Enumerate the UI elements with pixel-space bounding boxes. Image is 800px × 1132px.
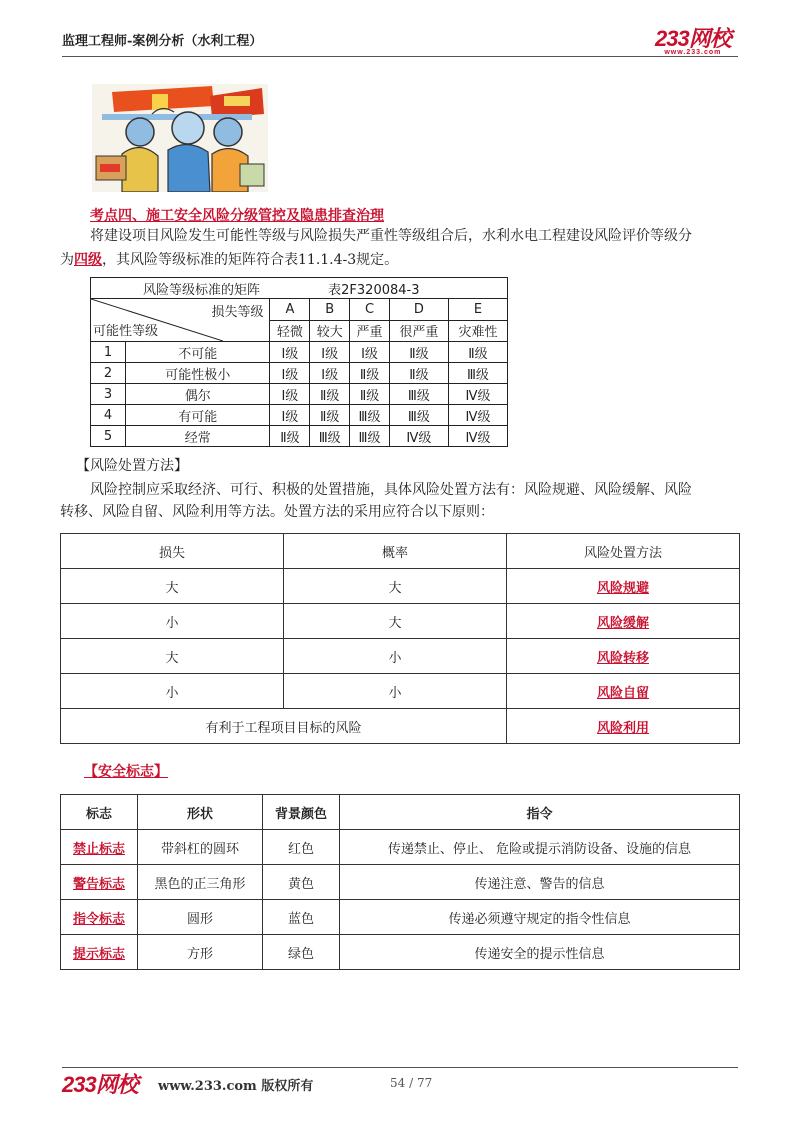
table-row bbox=[61, 830, 740, 865]
matrix-cell: Ⅲ级 bbox=[310, 426, 350, 447]
table-row bbox=[91, 363, 508, 384]
color-cell: 绿色 bbox=[263, 935, 340, 970]
table-row bbox=[61, 865, 740, 900]
row-probability-name: 有可能 bbox=[126, 405, 270, 426]
probability-cell: 小 bbox=[284, 639, 507, 674]
col-name: 较大 bbox=[310, 320, 350, 342]
section-heading: 考点四、施工安全风险分级管控及隐患排查治理 bbox=[90, 208, 384, 224]
row-number: 4 bbox=[91, 405, 126, 426]
shopping-crowd-illustration bbox=[92, 84, 268, 192]
instruction-cell: 传递禁止、停止、 危险或提示消防设备、设施的信息 bbox=[340, 830, 740, 865]
table-row bbox=[91, 342, 508, 363]
matrix-cell: Ⅱ级 bbox=[350, 384, 390, 405]
handling-paragraph-line2: 转移、风险自留、风险利用等方法。处置方法的采用应符合以下原则： bbox=[60, 504, 494, 520]
matrix-cell: Ⅰ级 bbox=[270, 363, 310, 384]
document-header-title: 监理工程师-案例分析（水利工程） bbox=[62, 34, 263, 49]
safety-signs-table bbox=[60, 794, 740, 970]
column-header-instruction: 指令 bbox=[340, 795, 740, 830]
probability-cell: 大 bbox=[284, 604, 507, 639]
brand-logo-url: www.233.com bbox=[664, 49, 722, 56]
col-name: 轻微 bbox=[270, 320, 310, 342]
risk-level-matrix-table bbox=[90, 277, 508, 447]
instruction-cell: 传递安全的提示性信息 bbox=[340, 935, 740, 970]
row-number: 1 bbox=[91, 342, 126, 363]
shape-cell: 方形 bbox=[138, 935, 263, 970]
handling-heading: 【风险处置方法】 bbox=[76, 458, 188, 474]
probability-cell: 大 bbox=[284, 569, 507, 604]
loss-cell: 大 bbox=[61, 569, 284, 604]
matrix-cell: Ⅱ级 bbox=[389, 342, 448, 363]
footer-rule bbox=[62, 1067, 738, 1068]
loss-cell: 小 bbox=[61, 604, 284, 639]
method-link[interactable]: 风险利用 bbox=[596, 720, 649, 736]
loss-cell: 小 bbox=[61, 674, 284, 709]
handling-paragraph-line1: 风险控制应采取经济、可行、积极的处置措施，具体风险处置方法有：风险规避、风险缓解、风险 bbox=[90, 482, 692, 498]
sign-name-link[interactable]: 指令标志 bbox=[72, 911, 125, 927]
matrix-cell: Ⅱ级 bbox=[350, 363, 390, 384]
matrix-cell: Ⅲ级 bbox=[350, 405, 390, 426]
matrix-cell: Ⅱ级 bbox=[448, 342, 507, 363]
color-cell: 红色 bbox=[263, 830, 340, 865]
brand-logo-text: 233网校 bbox=[655, 26, 731, 51]
table-row bbox=[61, 674, 740, 709]
column-header-bg-color: 背景颜色 bbox=[263, 795, 340, 830]
table-row bbox=[61, 900, 740, 935]
matrix-cell: Ⅰ级 bbox=[310, 363, 350, 384]
matrix-table-number: 表2F320084-3 bbox=[328, 282, 420, 298]
column-header-shape: 形状 bbox=[138, 795, 263, 830]
table-row bbox=[91, 384, 508, 405]
col-name: 很严重 bbox=[389, 320, 448, 342]
row-probability-name: 偶尔 bbox=[126, 384, 270, 405]
table-row bbox=[61, 604, 740, 639]
loss-cell: 大 bbox=[61, 639, 284, 674]
matrix-cell: Ⅳ级 bbox=[448, 405, 507, 426]
row-number: 5 bbox=[91, 426, 126, 447]
matrix-cell: Ⅰ级 bbox=[270, 342, 310, 363]
header-rule bbox=[62, 56, 738, 57]
matrix-cell: Ⅲ级 bbox=[350, 426, 390, 447]
matrix-cell: Ⅳ级 bbox=[448, 384, 507, 405]
probability-cell: 小 bbox=[284, 674, 507, 709]
matrix-cell: Ⅱ级 bbox=[310, 384, 350, 405]
matrix-cell: Ⅳ级 bbox=[389, 426, 448, 447]
col-name: 灾难性 bbox=[448, 320, 507, 342]
brand-logo bbox=[655, 22, 731, 56]
shape-cell: 带斜杠的圆环 bbox=[138, 830, 263, 865]
intro-paragraph-line1: 将建设项目风险发生可能性等级与风险损失严重性等级组合后，水利水电工程建设风险评价等级分 bbox=[90, 228, 692, 244]
column-header-loss: 损失 bbox=[61, 534, 284, 569]
sign-name-link[interactable]: 提示标志 bbox=[72, 946, 125, 962]
risk-handling-table bbox=[60, 533, 740, 744]
instruction-cell: 传递注意、警告的信息 bbox=[340, 865, 740, 900]
matrix-cell: Ⅰ级 bbox=[270, 384, 310, 405]
table-row bbox=[91, 426, 508, 447]
col-letter: C bbox=[350, 299, 390, 321]
method-link[interactable]: 风险转移 bbox=[596, 650, 649, 666]
matrix-cell: Ⅲ级 bbox=[448, 363, 507, 384]
matrix-cell: Ⅲ级 bbox=[389, 405, 448, 426]
method-link[interactable]: 风险缓解 bbox=[596, 615, 649, 631]
row-probability-name: 不可能 bbox=[126, 342, 270, 363]
matrix-title: 风险等级标准的矩阵 bbox=[143, 282, 261, 298]
col-letter: B bbox=[310, 299, 350, 321]
matrix-cell: Ⅰ级 bbox=[350, 342, 390, 363]
instruction-cell: 传递必须遵守规定的指令性信息 bbox=[340, 900, 740, 935]
table-row bbox=[61, 709, 740, 744]
footer-copyright: www.233.com 版权所有 bbox=[158, 1079, 314, 1094]
matrix-cell: Ⅰ级 bbox=[270, 405, 310, 426]
matrix-cell: Ⅱ级 bbox=[310, 405, 350, 426]
matrix-cell: Ⅲ级 bbox=[389, 384, 448, 405]
col-letter: D bbox=[389, 299, 448, 321]
matrix-cell: Ⅱ级 bbox=[270, 426, 310, 447]
sign-name-link[interactable]: 警告标志 bbox=[72, 876, 125, 892]
method-link[interactable]: 风险规避 bbox=[596, 580, 649, 596]
row-number: 3 bbox=[91, 384, 126, 405]
col-letter: E bbox=[448, 299, 507, 321]
safety-signs-heading: 【安全标志】 bbox=[84, 764, 168, 780]
matrix-corner-probability: 可能性等级 bbox=[93, 324, 159, 339]
col-letter: A bbox=[270, 299, 310, 321]
table-row bbox=[61, 935, 740, 970]
matrix-cell: Ⅰ级 bbox=[310, 342, 350, 363]
page-number: 54 / 77 bbox=[390, 1076, 433, 1090]
column-header-probability: 概率 bbox=[284, 534, 507, 569]
table-row bbox=[61, 639, 740, 674]
row-probability-name: 经常 bbox=[126, 426, 270, 447]
column-header-method: 风险处置方法 bbox=[507, 534, 740, 569]
col-name: 严重 bbox=[350, 320, 390, 342]
emphasis-four-levels: 四级 bbox=[74, 252, 102, 268]
matrix-title-row bbox=[91, 278, 508, 299]
matrix-cell: Ⅳ级 bbox=[448, 426, 507, 447]
row-number: 2 bbox=[91, 363, 126, 384]
method-link[interactable]: 风险自留 bbox=[596, 685, 649, 701]
intro-prefix: 为 bbox=[60, 252, 74, 268]
column-header-sign: 标志 bbox=[61, 795, 138, 830]
matrix-corner-loss: 损失等级 bbox=[211, 305, 264, 320]
matrix-cell: Ⅱ级 bbox=[389, 363, 448, 384]
matrix-corner-cell bbox=[91, 299, 270, 342]
beneficial-risk-desc: 有利于工程项目目标的风险 bbox=[61, 709, 507, 744]
intro-suffix: ，其风险等级标准的矩阵符合表11.1.4-3规定。 bbox=[102, 252, 399, 268]
color-cell: 黄色 bbox=[263, 865, 340, 900]
shape-cell: 黑色的正三角形 bbox=[138, 865, 263, 900]
table-row bbox=[61, 569, 740, 604]
table-row bbox=[91, 405, 508, 426]
footer-logo: 233网校 bbox=[62, 1072, 138, 1097]
color-cell: 蓝色 bbox=[263, 900, 340, 935]
shape-cell: 圆形 bbox=[138, 900, 263, 935]
row-probability-name: 可能性极小 bbox=[126, 363, 270, 384]
sign-name-link[interactable]: 禁止标志 bbox=[72, 841, 125, 857]
intro-paragraph-line2 bbox=[60, 248, 398, 272]
